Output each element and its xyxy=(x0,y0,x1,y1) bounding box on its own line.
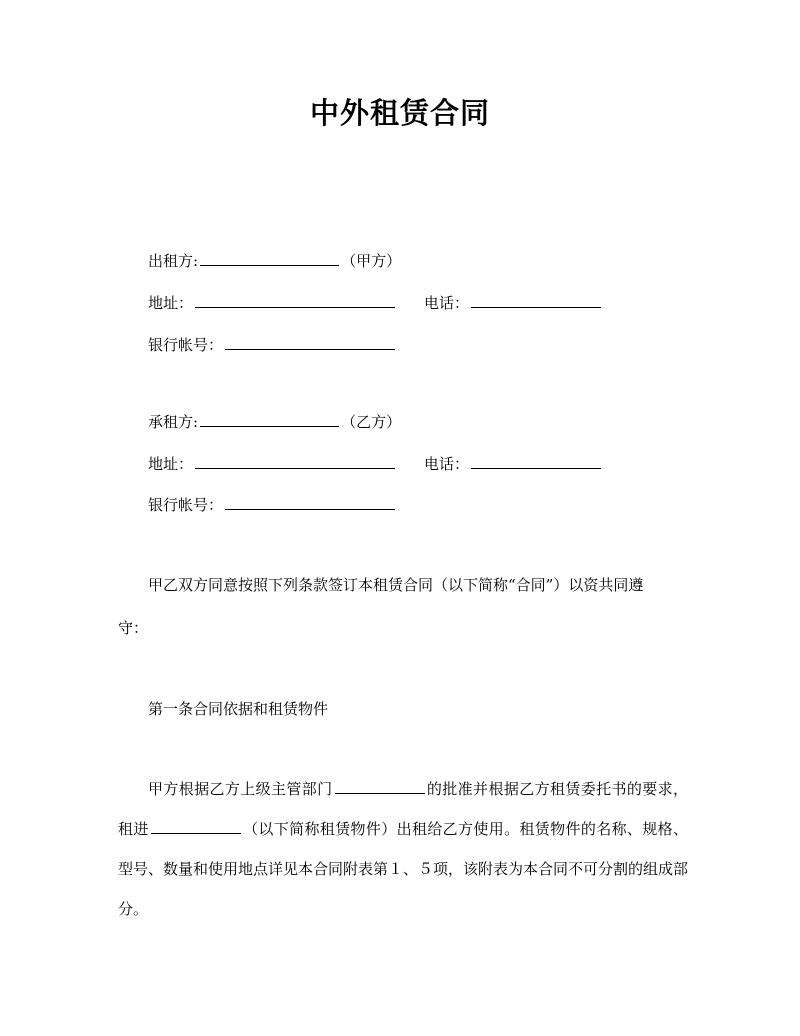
lessor-phone-label: 电话： xyxy=(424,294,470,312)
leased-item-blank[interactable] xyxy=(151,817,241,834)
article-1-text-part-2: 的批准并根据乙方租赁委托书的要求，租进 xyxy=(118,780,688,838)
lessor-bank-label: 银行帐号： xyxy=(148,336,224,354)
lessee-address-label: 地址： xyxy=(148,455,194,473)
lessee-party-label: （乙方） xyxy=(341,413,402,431)
article-1-text-part-1: 甲方根据乙方上级主管部门 xyxy=(148,780,333,798)
lessor-address-line xyxy=(148,292,397,314)
lessee-address-line xyxy=(148,453,397,475)
lessee-name-blank[interactable] xyxy=(200,411,339,427)
lessor-label: 出租方: xyxy=(148,252,199,270)
lessee-label: 承租方: xyxy=(148,413,199,431)
lessee-bank-label: 银行帐号： xyxy=(148,496,224,514)
lessor-phone-blank[interactable] xyxy=(471,292,601,308)
approval-authority-blank[interactable] xyxy=(335,777,425,794)
lessee-bank-line xyxy=(148,494,397,516)
lessor-bank-line xyxy=(148,334,397,356)
article-1-text-part-3: （以下简称租赁物件）出租给乙方使用。租赁物件的名称、规格、型号、数量和使用地点详见本合同附表第１、５项，该附表为本合同不可分割的组成部分。 xyxy=(118,820,689,918)
lessor-party-label: （甲方） xyxy=(341,252,402,270)
lessee-phone-blank[interactable] xyxy=(471,453,601,469)
lessor-bank-blank[interactable] xyxy=(225,334,395,350)
lessee-address-blank[interactable] xyxy=(195,453,395,469)
lessee-phone-label: 电话： xyxy=(424,455,470,473)
preamble-line-1: 甲乙双方同意按照下列条款签订本租赁合同（以下简称“合同”）以资共同遵 xyxy=(148,576,644,594)
lessee-phone-line xyxy=(424,453,603,475)
lessor-line xyxy=(148,250,401,272)
article-1-paragraph xyxy=(118,769,688,929)
preamble-line-2: 守： xyxy=(118,619,149,637)
lessee-line xyxy=(148,411,401,433)
lessor-address-blank[interactable] xyxy=(195,292,395,308)
lessor-phone-line xyxy=(424,292,603,314)
article-1-heading: 第一条合同依据和租赁物件 xyxy=(148,700,329,718)
lessor-name-blank[interactable] xyxy=(200,250,339,266)
lessor-address-label: 地址： xyxy=(148,294,194,312)
lessee-bank-blank[interactable] xyxy=(225,494,395,510)
document-title: 中外租赁合同 xyxy=(309,96,490,130)
